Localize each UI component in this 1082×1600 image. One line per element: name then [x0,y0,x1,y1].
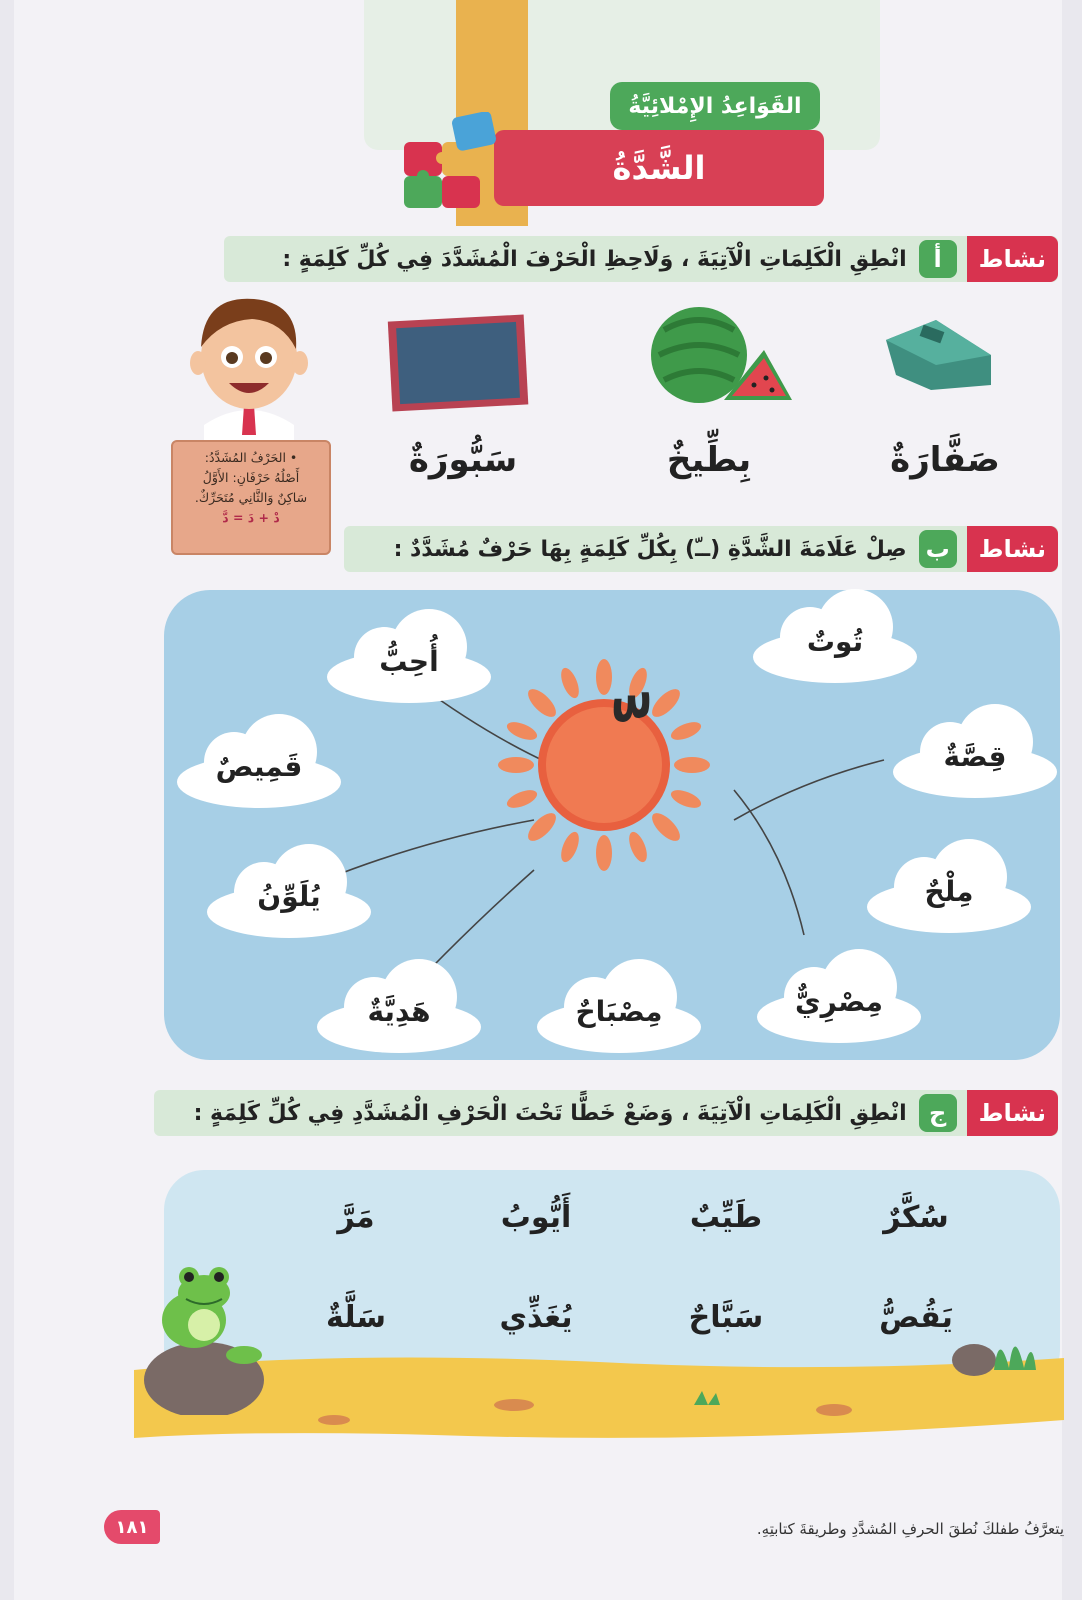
shadda-symbol [544,690,664,810]
cloud[interactable] [174,710,344,810]
rule-line: أَصْلُهُ حَرْفَانِ: الأَوَّلُ [202,470,300,485]
word-blackboard: سَبُّورَةٌ [408,440,518,480]
word-watermelon: بِطِّيخٌ [666,440,752,480]
word-whistle: صَفَّارَةٌ [890,440,1000,480]
cloud-word: أُحِبُّ [379,645,439,678]
activity-tag: نشاط [967,526,1058,572]
word-item: يُغَذِّي [499,1300,573,1335]
cloud-word: مِصْبَاحٌ [575,995,663,1028]
word-item: سَبَّاحٌ [688,1300,764,1335]
footer-note: يتعرَّفُ طفلكَ نُطقَ الحرفِ المُشدَّدِ وطريقةَ كتابتِهِ. [756,1520,1064,1538]
word-item: طَيِّبٌ [689,1200,763,1235]
activity-letter: ج [919,1094,957,1132]
rule-line: • الحَرْفُ المُشَدَّدُ: [204,450,298,465]
cloud-word: يُلَوِّنُ [257,880,321,913]
rule-line: دْ + دَ = دَّ [222,510,280,525]
textbook-page [14,0,1062,1600]
word-item: سَلَّةٌ [326,1300,386,1335]
page-number: ١٨١ [104,1510,160,1544]
activity-letter: ب [919,530,957,568]
activity-tag: نشاط [967,1090,1058,1136]
cloud-word: تُوتٌ [806,625,864,658]
word-item: مَرَّ [337,1200,375,1235]
cloud-word: قَمِيصٌ [215,750,303,783]
cloud-word: قِصَّةٌ [943,740,1007,773]
watermelon-icon [644,300,794,410]
puzzle-icon [396,112,506,212]
activity-a-header [224,236,1058,282]
cloud-word: هَدِيَّةٌ [367,995,431,1028]
rule-line: سَاكِنٌ وَالثَّانِي مُتَحَرِّكٌ. [194,490,308,505]
activity-c-instruction: انْطِقِ الْكَلِمَاتِ الْآتِيَةَ ، وَضَعْ خَطًّا تَحْتَ الْحَرْفِ الْمُشَدَّدِ فِي كُلِّ كَلِمَةٍ : [193,1100,907,1126]
lesson-title: الشَّدَّةُ [494,130,824,206]
cloud[interactable] [890,700,1060,800]
whistle-icon [876,300,1006,400]
cloud[interactable] [314,955,484,1055]
rule-sign [171,440,331,555]
cloud[interactable] [864,835,1034,935]
cloud[interactable] [754,945,924,1045]
blackboard-icon [386,312,536,412]
cloud[interactable] [324,605,494,705]
boy-illustration [164,285,334,445]
activity-letter: أ [919,240,957,278]
cloud[interactable] [534,955,704,1055]
word-item: يَقُصُّ [879,1300,953,1335]
cloud-word: مِصْرِيٌّ [794,985,883,1018]
activity-tag: نشاط [967,236,1058,282]
bush-icon [944,1320,1054,1380]
activity-b-header [344,526,1058,572]
frog-icon [134,1255,284,1415]
activity-a-instruction: انْطِقِ الْكَلِمَاتِ الْآتِيَةَ ، وَلَاحِظِ الْحَرْفَ الْمُشَدَّدَ فِي كُلِّ كَلِمَةٍ : [282,246,907,272]
cloud[interactable] [204,840,374,940]
activity-b-instruction: صِلْ عَلَامَةَ الشَّدَّةِ (ــّ) بِكُلِّ كَلِمَةٍ بِهَا حَرْفٌ مُشَدَّدٌ : [393,536,907,562]
cloud[interactable] [750,585,920,685]
category-label: القَوَاعِدُ الإِمْلائِيَّةُ [610,82,820,130]
activity-c-header [154,1090,1058,1136]
cloud-word: مِلْحٌ [924,875,974,908]
word-item: أَيُّوبُ [500,1200,572,1235]
word-item: سُكَّرٌ [883,1200,949,1235]
